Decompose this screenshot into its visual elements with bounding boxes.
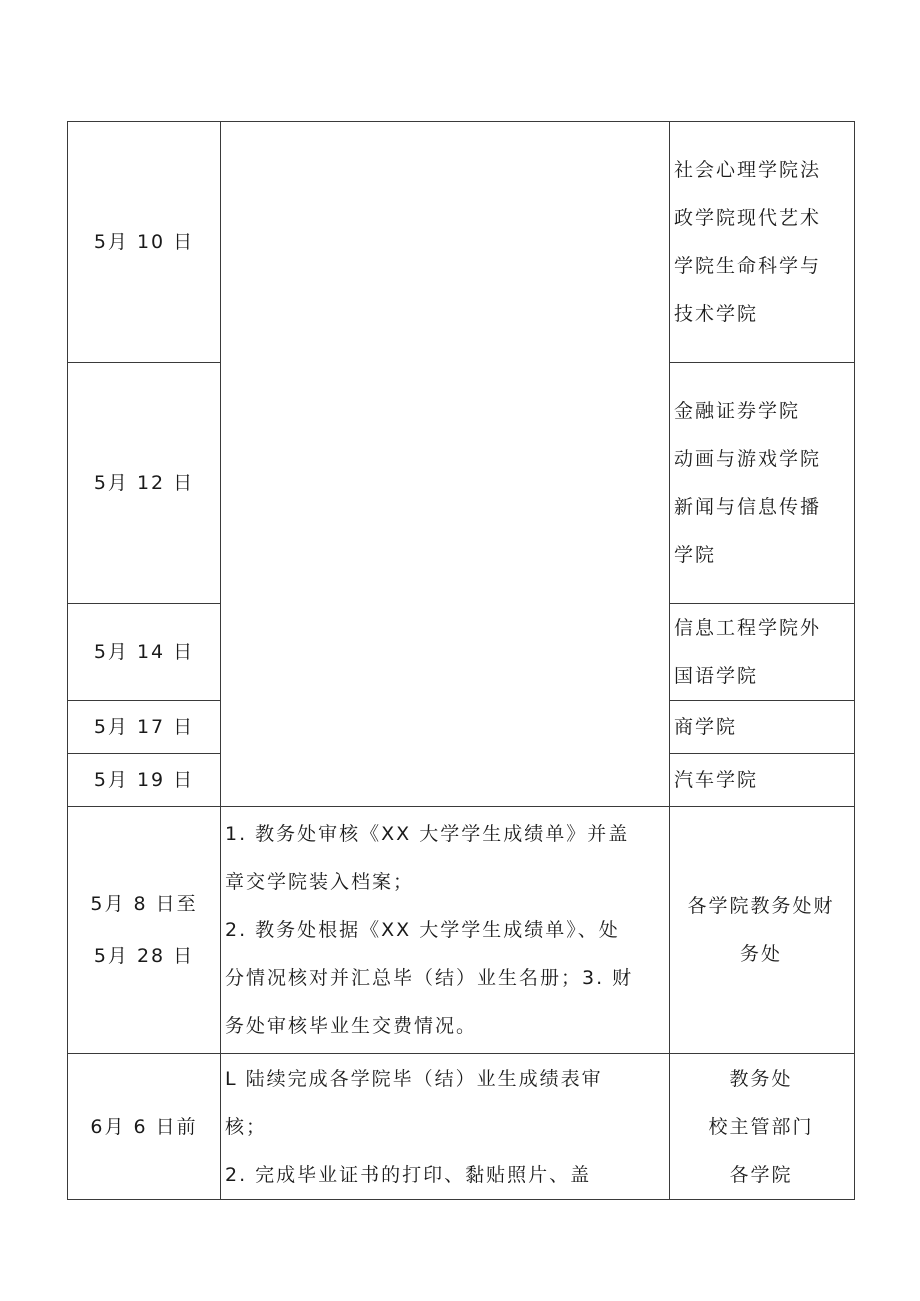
unit-cell <box>670 701 855 754</box>
task-line: L 陆续完成各学院毕（结）业生成绩表审 <box>225 1067 603 1090</box>
unit-line: 信息工程学院外 <box>674 617 822 639</box>
task-line: 分情况核对并汇总毕（结）业生名册；3. 财 <box>225 967 634 989</box>
unit-cell <box>670 807 855 1054</box>
unit-cell <box>670 754 855 807</box>
date-cell <box>68 122 221 363</box>
unit-line: 务处 <box>739 943 782 965</box>
unit-line: 教务处 <box>729 1067 793 1090</box>
date-cell <box>68 754 221 807</box>
date-cell <box>68 701 221 754</box>
date-text: 5月 14 日 <box>93 641 195 663</box>
date-cell <box>68 363 221 604</box>
unit-line: 学院 <box>674 544 717 566</box>
date-text: 5月 19 日 <box>93 769 195 791</box>
unit-line: 社会心理学院法 <box>674 159 822 181</box>
date-text: 5月 12 日 <box>93 472 195 494</box>
unit-line: 技术学院 <box>674 303 759 325</box>
task-line: 章交学院装入档案； <box>225 871 415 893</box>
task-line: 1. 教务处审核《XX 大学学生成绩单》并盖 <box>225 823 630 845</box>
task-line: 务处审核毕业生交费情况。 <box>225 1015 478 1037</box>
task-cell-empty <box>221 122 670 807</box>
unit-line: 商学院 <box>674 716 738 738</box>
unit-cell <box>670 1054 855 1200</box>
unit-cell <box>670 604 855 701</box>
table-row <box>68 1054 855 1200</box>
unit-line: 各学院 <box>729 1163 793 1186</box>
date-text: 5月 28 日 <box>93 945 195 967</box>
schedule-table <box>67 121 855 1200</box>
task-cell <box>221 807 670 1054</box>
unit-line: 动画与游戏学院 <box>674 448 822 470</box>
unit-line: 国语学院 <box>674 665 759 687</box>
unit-line: 各学院教务处财 <box>687 895 835 917</box>
date-cell <box>68 604 221 701</box>
task-cell <box>221 1054 670 1200</box>
unit-line: 学院生命科学与 <box>674 255 822 277</box>
date-text: 6月 6 日前 <box>90 1115 198 1138</box>
date-text: 5月 17 日 <box>93 716 195 738</box>
unit-cell <box>670 363 855 604</box>
date-cell <box>68 807 221 1054</box>
unit-cell <box>670 122 855 363</box>
unit-line: 校主管部门 <box>708 1115 814 1138</box>
table-row <box>68 122 855 363</box>
unit-line: 汽车学院 <box>674 769 759 791</box>
task-line: 2. 教务处根据《XX 大学学生成绩单》、处 <box>225 919 620 941</box>
table-row <box>68 807 855 1054</box>
unit-line: 新闻与信息传播 <box>674 496 822 518</box>
task-line: 核； <box>225 1115 268 1138</box>
date-text: 5月 8 日至 <box>90 893 198 915</box>
task-line: 2. 完成毕业证书的打印、黏贴照片、盖 <box>225 1163 592 1186</box>
unit-line: 政学院现代艺术 <box>674 207 822 229</box>
date-cell <box>68 1054 221 1200</box>
unit-line: 金融证券学院 <box>674 400 801 422</box>
date-text: 5月 10 日 <box>93 231 195 253</box>
